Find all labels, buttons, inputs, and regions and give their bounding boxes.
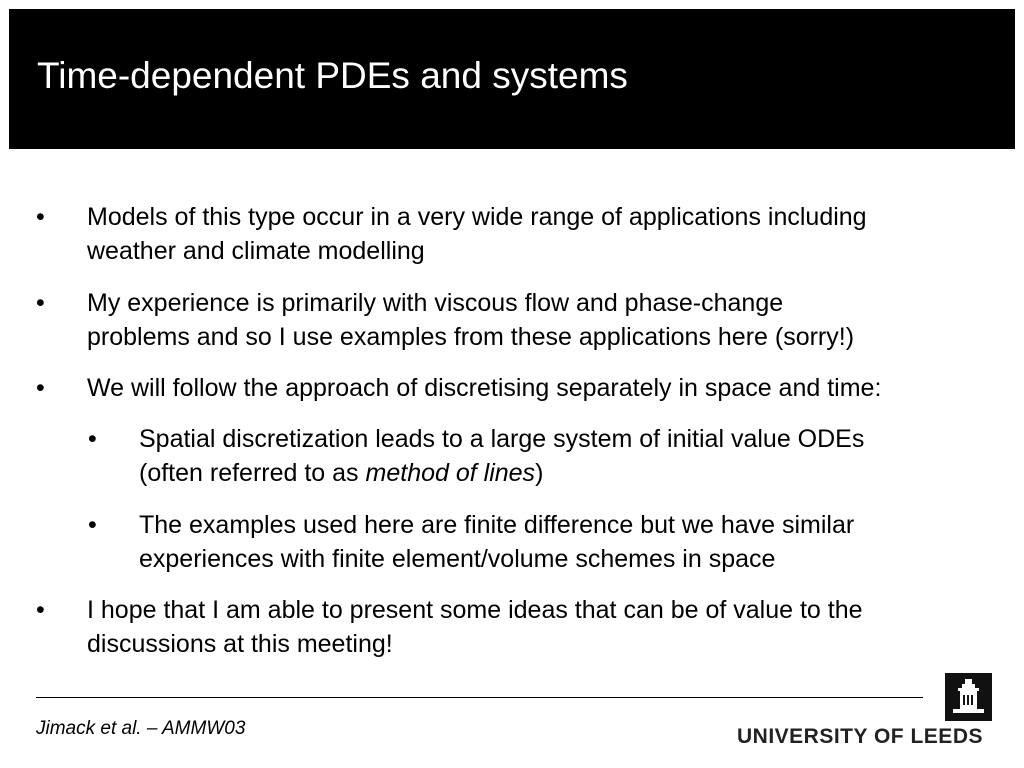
bullet-text [87, 593, 863, 661]
bullet-text [87, 371, 881, 405]
bullet-line-prefix: (often referred to as [139, 459, 366, 487]
slide-title: Time-dependent PDEs and systems [37, 55, 628, 96]
bullet-line: The examples used here are finite difference but we have similar [139, 511, 855, 539]
bullet-text [87, 200, 867, 268]
bullet-line: experiences with finite element/volume schemes in space [139, 545, 776, 573]
bullet-glyph: • [36, 374, 45, 402]
bullet-text [87, 286, 854, 354]
bullet-glyph: • [88, 425, 97, 453]
bullet-glyph: • [36, 289, 45, 317]
bullet-line: Models of this type occur in a very wide range of applications including [87, 203, 867, 231]
bullet-line: My experience is primarily with viscous flow and phase-change [87, 289, 784, 317]
bullet-line: problems and so I use examples from these applications here (sorry!) [87, 323, 855, 351]
bullet-line-italic: method of lines [365, 459, 536, 487]
bullet-glyph: • [88, 511, 97, 539]
university-wordmark: UNIVERSITY OF LEEDS [737, 725, 983, 748]
bullet-glyph: • [36, 203, 45, 231]
bullet-text [139, 422, 864, 490]
bullet-line: discussions at this meeting! [87, 630, 393, 658]
bullet-line: I hope that I am able to present some ideas that can be of value to the [87, 596, 863, 624]
bullet-line: We will follow the approach of discretising separately in space and time: [87, 374, 882, 402]
bullet-line: weather and climate modelling [87, 237, 425, 265]
bullet-line: Spatial discretization leads to a large system of initial value ODEs [139, 425, 865, 453]
bullet-line-suffix: ) [535, 459, 544, 487]
bullet-glyph: • [36, 596, 45, 624]
university-logo-icon [945, 673, 992, 721]
bullet-text [139, 508, 854, 576]
footer-divider [36, 697, 923, 698]
footer-citation: Jimack et al. – AMMW03 [36, 718, 246, 739]
